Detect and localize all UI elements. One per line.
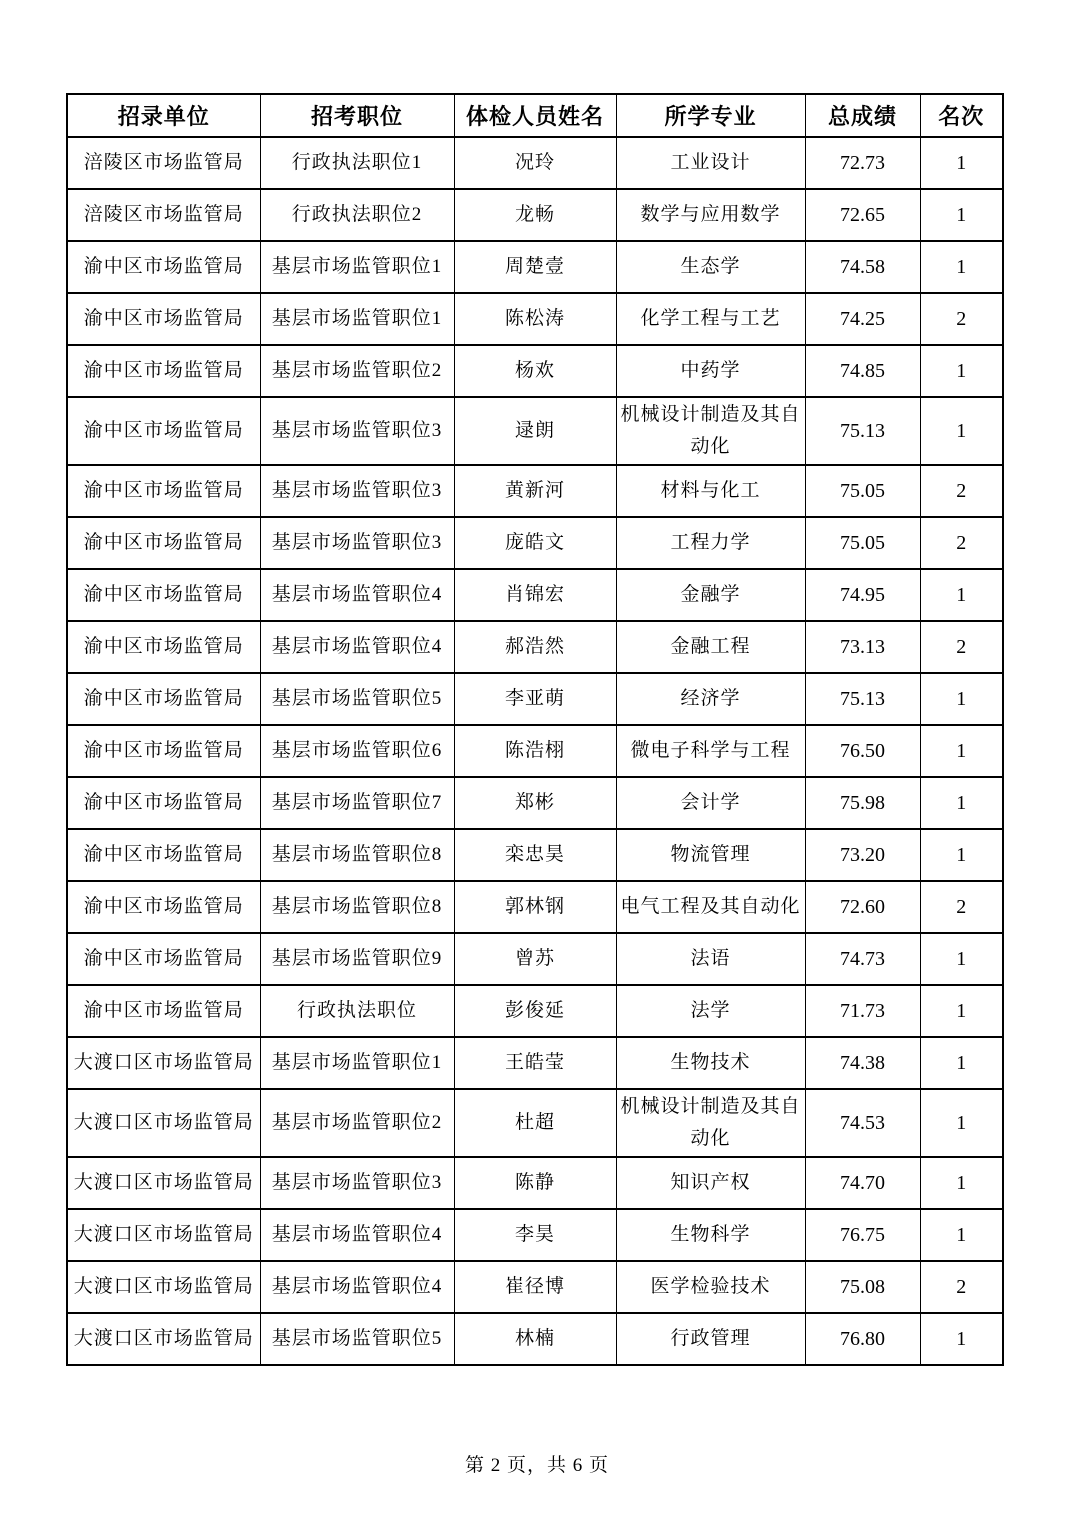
cell-position: 基层市场监管职位9 — [260, 933, 454, 985]
cell-candidate-name: 王皓莹 — [454, 1037, 616, 1089]
cell-total-score: 75.05 — [805, 517, 920, 569]
table-row — [67, 725, 1003, 777]
cell-candidate-name: 郭林钢 — [454, 881, 616, 933]
cell-rank: 1 — [920, 1157, 1003, 1209]
cell-recruiting-unit: 大渡口区市场监管局 — [67, 1157, 260, 1209]
table-row — [67, 1261, 1003, 1313]
cell-major: 生态学 — [616, 241, 805, 293]
cell-rank: 2 — [920, 293, 1003, 345]
cell-position: 基层市场监管职位8 — [260, 829, 454, 881]
cell-candidate-name: 陈松涛 — [454, 293, 616, 345]
cell-position: 基层市场监管职位5 — [260, 1313, 454, 1365]
header-rank: 名次 — [920, 94, 1003, 137]
cell-major: 经济学 — [616, 673, 805, 725]
cell-major: 机械设计制造及其自动化 — [616, 1089, 805, 1157]
cell-total-score: 74.38 — [805, 1037, 920, 1089]
cell-position: 行政执法职位1 — [260, 137, 454, 189]
cell-total-score: 74.85 — [805, 345, 920, 397]
cell-total-score: 74.73 — [805, 933, 920, 985]
cell-total-score: 74.58 — [805, 241, 920, 293]
table-header-row — [67, 94, 1003, 137]
cell-rank: 1 — [920, 673, 1003, 725]
cell-major: 生物技术 — [616, 1037, 805, 1089]
table-row — [67, 777, 1003, 829]
table-header — [67, 94, 1003, 137]
cell-candidate-name: 彭俊延 — [454, 985, 616, 1037]
table-row — [67, 1157, 1003, 1209]
cell-recruiting-unit: 渝中区市场监管局 — [67, 777, 260, 829]
cell-position: 基层市场监管职位3 — [260, 517, 454, 569]
cell-candidate-name: 杜超 — [454, 1089, 616, 1157]
cell-total-score: 75.98 — [805, 777, 920, 829]
cell-recruiting-unit: 渝中区市场监管局 — [67, 517, 260, 569]
cell-rank: 1 — [920, 985, 1003, 1037]
cell-rank: 2 — [920, 621, 1003, 673]
cell-total-score: 74.53 — [805, 1089, 920, 1157]
cell-position: 基层市场监管职位4 — [260, 621, 454, 673]
table-row — [67, 881, 1003, 933]
cell-rank: 1 — [920, 1037, 1003, 1089]
cell-total-score: 73.20 — [805, 829, 920, 881]
table-row — [67, 293, 1003, 345]
cell-recruiting-unit: 渝中区市场监管局 — [67, 345, 260, 397]
cell-total-score: 72.60 — [805, 881, 920, 933]
cell-recruiting-unit: 渝中区市场监管局 — [67, 725, 260, 777]
cell-recruiting-unit: 渝中区市场监管局 — [67, 397, 260, 465]
cell-major: 机械设计制造及其自动化 — [616, 397, 805, 465]
cell-candidate-name: 周楚壹 — [454, 241, 616, 293]
cell-recruiting-unit: 大渡口区市场监管局 — [67, 1037, 260, 1089]
cell-total-score: 75.08 — [805, 1261, 920, 1313]
cell-recruiting-unit: 渝中区市场监管局 — [67, 569, 260, 621]
cell-recruiting-unit: 渝中区市场监管局 — [67, 933, 260, 985]
cell-rank: 1 — [920, 397, 1003, 465]
cell-rank: 1 — [920, 137, 1003, 189]
cell-candidate-name: 林楠 — [454, 1313, 616, 1365]
cell-major: 微电子科学与工程 — [616, 725, 805, 777]
cell-position: 基层市场监管职位3 — [260, 465, 454, 517]
cell-candidate-name: 崔径博 — [454, 1261, 616, 1313]
cell-recruiting-unit: 大渡口区市场监管局 — [67, 1261, 260, 1313]
cell-recruiting-unit: 渝中区市场监管局 — [67, 293, 260, 345]
cell-position: 基层市场监管职位7 — [260, 777, 454, 829]
cell-total-score: 72.73 — [805, 137, 920, 189]
cell-recruiting-unit: 渝中区市场监管局 — [67, 985, 260, 1037]
cell-position: 基层市场监管职位1 — [260, 241, 454, 293]
cell-major: 知识产权 — [616, 1157, 805, 1209]
cell-rank: 2 — [920, 881, 1003, 933]
cell-rank: 1 — [920, 933, 1003, 985]
cell-rank: 1 — [920, 725, 1003, 777]
cell-total-score: 74.95 — [805, 569, 920, 621]
cell-position: 基层市场监管职位2 — [260, 345, 454, 397]
cell-candidate-name: 李昊 — [454, 1209, 616, 1261]
cell-candidate-name: 肖锦宏 — [454, 569, 616, 621]
cell-major: 中药学 — [616, 345, 805, 397]
cell-major: 物流管理 — [616, 829, 805, 881]
header-candidate-name: 体检人员姓名 — [454, 94, 616, 137]
cell-total-score: 74.25 — [805, 293, 920, 345]
cell-rank: 1 — [920, 241, 1003, 293]
cell-position: 基层市场监管职位4 — [260, 1261, 454, 1313]
cell-total-score: 75.13 — [805, 397, 920, 465]
cell-candidate-name: 杨欢 — [454, 345, 616, 397]
cell-candidate-name: 陈静 — [454, 1157, 616, 1209]
cell-major: 法语 — [616, 933, 805, 985]
cell-rank: 2 — [920, 517, 1003, 569]
cell-rank: 2 — [920, 1261, 1003, 1313]
cell-recruiting-unit: 渝中区市场监管局 — [67, 829, 260, 881]
cell-total-score: 71.73 — [805, 985, 920, 1037]
cell-total-score: 72.65 — [805, 189, 920, 241]
table-row — [67, 137, 1003, 189]
cell-candidate-name: 栾忠昊 — [454, 829, 616, 881]
table-row — [67, 465, 1003, 517]
table-row — [67, 241, 1003, 293]
cell-total-score: 76.80 — [805, 1313, 920, 1365]
cell-total-score: 76.50 — [805, 725, 920, 777]
cell-candidate-name: 庞皓文 — [454, 517, 616, 569]
cell-candidate-name: 郑彬 — [454, 777, 616, 829]
cell-position: 基层市场监管职位3 — [260, 397, 454, 465]
table-row — [67, 985, 1003, 1037]
cell-total-score: 75.05 — [805, 465, 920, 517]
cell-position: 基层市场监管职位6 — [260, 725, 454, 777]
cell-total-score: 75.13 — [805, 673, 920, 725]
cell-major: 法学 — [616, 985, 805, 1037]
table-body — [67, 137, 1003, 1365]
cell-recruiting-unit: 涪陵区市场监管局 — [67, 137, 260, 189]
cell-candidate-name: 龙畅 — [454, 189, 616, 241]
cell-major: 工程力学 — [616, 517, 805, 569]
cell-position: 基层市场监管职位4 — [260, 1209, 454, 1261]
cell-candidate-name: 郝浩然 — [454, 621, 616, 673]
cell-total-score: 73.13 — [805, 621, 920, 673]
header-recruiting-unit: 招录单位 — [67, 94, 260, 137]
cell-major: 行政管理 — [616, 1313, 805, 1365]
cell-rank: 1 — [920, 1209, 1003, 1261]
cell-major: 生物科学 — [616, 1209, 805, 1261]
cell-candidate-name: 曾苏 — [454, 933, 616, 985]
cell-position: 行政执法职位 — [260, 985, 454, 1037]
cell-recruiting-unit: 大渡口区市场监管局 — [67, 1313, 260, 1365]
table-row — [67, 345, 1003, 397]
table-row — [67, 621, 1003, 673]
cell-recruiting-unit: 大渡口区市场监管局 — [67, 1089, 260, 1157]
page-number-footer: 第 2 页，共 6 页 — [464, 1455, 609, 1476]
cell-candidate-name: 李亚萌 — [454, 673, 616, 725]
table-row — [67, 569, 1003, 621]
table-row — [67, 829, 1003, 881]
cell-rank: 1 — [920, 345, 1003, 397]
cell-position: 基层市场监管职位2 — [260, 1089, 454, 1157]
cell-total-score: 74.70 — [805, 1157, 920, 1209]
cell-position: 基层市场监管职位1 — [260, 1037, 454, 1089]
cell-candidate-name: 况玲 — [454, 137, 616, 189]
cell-recruiting-unit: 渝中区市场监管局 — [67, 673, 260, 725]
cell-rank: 1 — [920, 569, 1003, 621]
table-row — [67, 1089, 1003, 1157]
table-row — [67, 673, 1003, 725]
cell-major: 医学检验技术 — [616, 1261, 805, 1313]
table-row — [67, 1209, 1003, 1261]
cell-rank: 1 — [920, 189, 1003, 241]
cell-rank: 1 — [920, 1089, 1003, 1157]
cell-candidate-name: 陈浩栩 — [454, 725, 616, 777]
header-total-score: 总成绩 — [805, 94, 920, 137]
cell-position: 行政执法职位2 — [260, 189, 454, 241]
cell-recruiting-unit: 渝中区市场监管局 — [67, 881, 260, 933]
cell-recruiting-unit: 大渡口区市场监管局 — [67, 1209, 260, 1261]
results-table — [66, 93, 1004, 1366]
cell-major: 金融学 — [616, 569, 805, 621]
cell-position: 基层市场监管职位1 — [260, 293, 454, 345]
cell-recruiting-unit: 渝中区市场监管局 — [67, 465, 260, 517]
header-major: 所学专业 — [616, 94, 805, 137]
cell-major: 材料与化工 — [616, 465, 805, 517]
cell-position: 基层市场监管职位8 — [260, 881, 454, 933]
table-row — [67, 397, 1003, 465]
cell-total-score: 76.75 — [805, 1209, 920, 1261]
cell-position: 基层市场监管职位5 — [260, 673, 454, 725]
cell-major: 工业设计 — [616, 137, 805, 189]
cell-position: 基层市场监管职位4 — [260, 569, 454, 621]
table-row — [67, 517, 1003, 569]
table-row — [67, 1313, 1003, 1365]
cell-rank: 1 — [920, 1313, 1003, 1365]
cell-recruiting-unit: 渝中区市场监管局 — [67, 621, 260, 673]
table-row — [67, 189, 1003, 241]
cell-recruiting-unit: 渝中区市场监管局 — [67, 241, 260, 293]
cell-rank: 1 — [920, 829, 1003, 881]
cell-major: 金融工程 — [616, 621, 805, 673]
cell-rank: 2 — [920, 465, 1003, 517]
cell-major: 化学工程与工艺 — [616, 293, 805, 345]
header-position: 招考职位 — [260, 94, 454, 137]
cell-major: 会计学 — [616, 777, 805, 829]
cell-major: 数学与应用数学 — [616, 189, 805, 241]
cell-rank: 1 — [920, 777, 1003, 829]
cell-candidate-name: 逯朗 — [454, 397, 616, 465]
cell-position: 基层市场监管职位3 — [260, 1157, 454, 1209]
table-row — [67, 933, 1003, 985]
cell-major: 电气工程及其自动化 — [616, 881, 805, 933]
cell-recruiting-unit: 涪陵区市场监管局 — [67, 189, 260, 241]
cell-candidate-name: 黄新河 — [454, 465, 616, 517]
table-row — [67, 1037, 1003, 1089]
